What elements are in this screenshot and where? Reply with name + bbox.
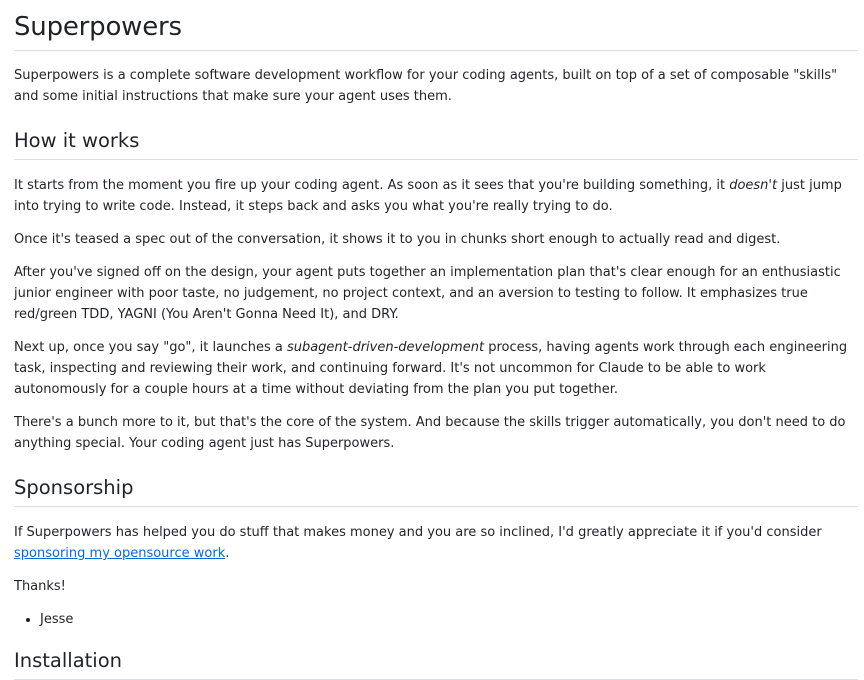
- signoff-list: [14, 609, 858, 630]
- list-item: • Jesse: [40, 609, 858, 630]
- heading-installation: Installation: [14, 648, 858, 680]
- heading-sponsorship: Sponsorship: [14, 475, 858, 507]
- sponsor-link[interactable]: sponsoring my opensource work: [14, 546, 226, 561]
- heading-how-it-works: How it works: [14, 128, 858, 160]
- how-paragraph-1: It starts from the moment you fire up your coding agent. As soon as it sees that you're building something, it doesn't just jump into trying to write code. Instead, it steps back and asks you what you're really trying to do.: [14, 178, 842, 214]
- how-paragraph-3: After you've signed off on the design, your agent puts together an implementation plan that's clear enough for an enthusiastic junior engineer with poor taste, no judgement, no project context, and an aversion to testing to follow. It emphasizes true red/green TDD, YAGNI (You Aren't Gonna Need It), and DRY.: [14, 265, 841, 322]
- intro-paragraph: Superpowers is a complete software development workflow for your coding agents, built on top of a set of composable "skills" and some initial instructions that make sure your agent uses them.: [14, 68, 838, 104]
- page-title: Superpowers: [14, 0, 858, 51]
- how-paragraph-5: There's a bunch more to it, but that's the core of the system. And because the skills trigger automatically, you don't need to do anything special. Your coding agent just has Superpowers.: [14, 415, 846, 451]
- sponsorship-paragraph: If Superpowers has helped you do stuff that makes money and you are so inclined, I'd greatly appreciate it if you'd consider sponsoring my opensource work.: [14, 525, 822, 561]
- how-paragraph-4: Next up, once you say "go", it launches a subagent-driven-development process, having agents work through each engineering task, inspecting and reviewing their work, and continuing forward. It's not uncommon for Claude to be able to work autonomously for a couple hours at a time without deviating from the plan you put together.: [14, 340, 848, 397]
- thanks-text: Thanks!: [14, 579, 66, 594]
- how-paragraph-2: Once it's teased a spec out of the conversation, it shows it to you in chunks short enough to actually read and digest.: [14, 232, 781, 247]
- readme-content: [14, 0, 858, 680]
